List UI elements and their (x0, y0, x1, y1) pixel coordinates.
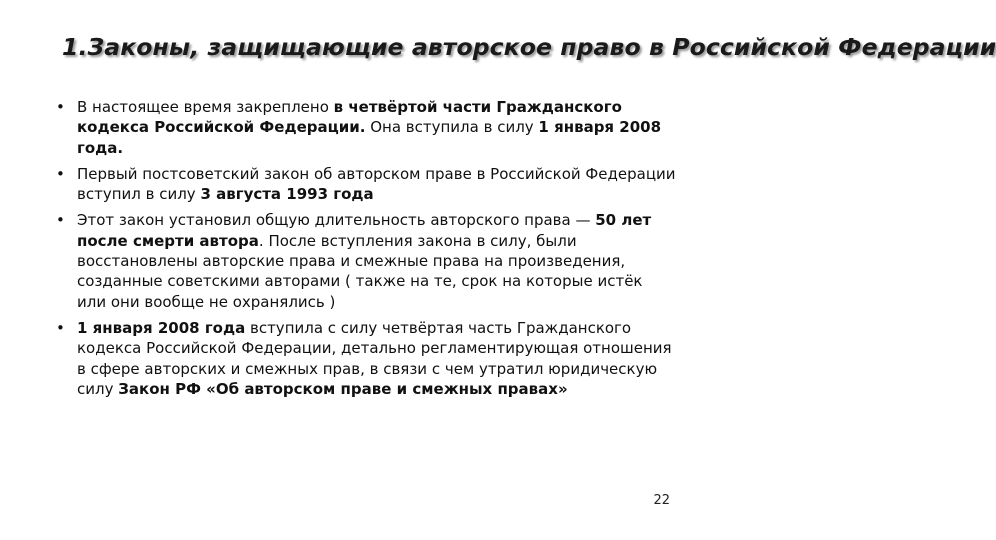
page-number: 22 (653, 493, 670, 508)
bold-text-segment: Закон РФ «Об авторском праве и смежных правах» (118, 379, 568, 398)
bullet-dot-icon: • (56, 164, 65, 183)
bullet-item (56, 318, 676, 399)
bullet-list (56, 97, 676, 405)
bold-text-segment: в четвёртой части Гражданского кодекса Российской Федерации. (77, 98, 622, 137)
text-segment: вступила с силу четвёртая часть Гражданского кодекса Российской Федерации, детально регламентирующая отношения в сфере авторских и смежных прав, в связи с чем утратил юридическую силу (77, 318, 672, 398)
bold-text-segment: 1 января 2008 года (77, 318, 246, 337)
text-segment: В настоящее время закреплено (77, 98, 334, 116)
text-segment: Первый постсоветский закон об авторском праве в Российской Федерации вступил в силу (77, 164, 676, 204)
bullet-item (56, 164, 676, 205)
bold-text-segment: 50 лет после смерти автора (77, 211, 652, 250)
bullet-dot-icon: • (56, 318, 65, 337)
bullet-dot-icon: • (56, 211, 65, 230)
slide-title: 1.Законы, защищающие авторское право в Российской Федерации (62, 33, 996, 61)
bullet-item (56, 210, 676, 311)
bold-text-segment: 3 августа 1993 года (200, 185, 374, 204)
bold-text-segment: 1 января 2008 года. (77, 118, 662, 157)
text-segment: . После вступления закона в силу, были восстановлены авторские права и смежные права на произведения, созданные советскими авторами ( также на те, срок на которые истёк или они вообще не охранялись ) (77, 231, 643, 311)
bullet-item (56, 97, 676, 158)
text-segment: Она вступила в силу (365, 118, 539, 137)
bullet-dot-icon: • (56, 98, 65, 116)
text-segment: Этот закон установил общую длительность авторского права — (77, 211, 596, 230)
